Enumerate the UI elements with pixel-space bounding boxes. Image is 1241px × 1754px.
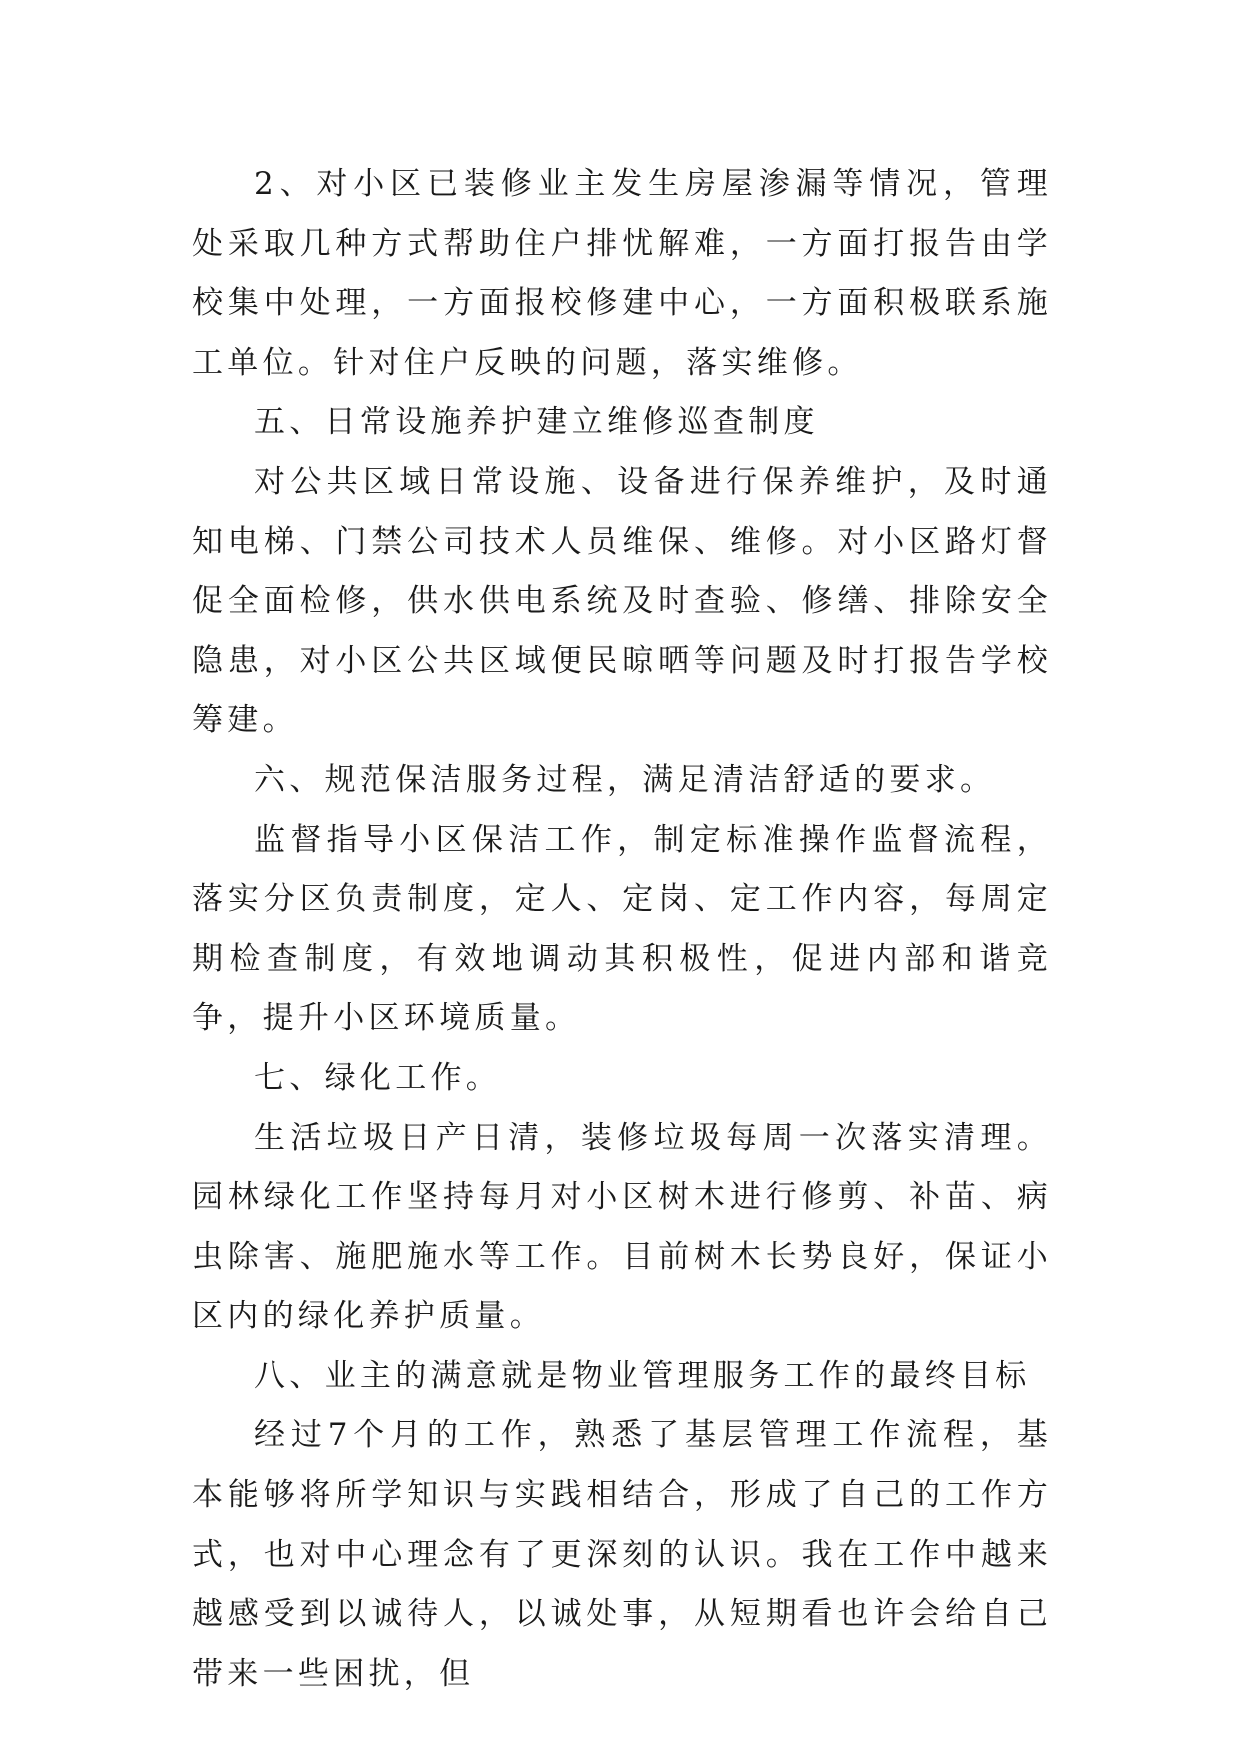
section-heading: 六、规范保洁服务过程，满足清洁舒适的要求。	[254, 761, 996, 798]
document-body	[192, 155, 1052, 1704]
paragraph: 对公共区域日常设施、设备进行保养维护，及时通知电梯、门禁公司技术人员维保、维修。对小区路灯督促全面检修，供水供电系统及时查验、修缮、排除安全隐患，对小区公共区域便民晾晒等问题及时打报告学校筹建。	[192, 463, 1052, 739]
paragraph: 监督指导小区保洁工作，制定标准操作监督流程，落实分区负责制度，定人、定岗、定工作内容，每周定期检查制度，有效地调动其积极性，促进内部和谐竞争，提升小区环境质量。	[192, 821, 1052, 1037]
paragraph: 2、对小区已装修业主发生房屋渗漏等情况，管理处采取几种方式帮助住户排忧解难，一方面打报告由学校集中处理，一方面报校修建中心，一方面积极联系施工单位。针对住户反映的问题，落实维修。	[192, 166, 1052, 381]
section-heading: 五、日常设施养护建立维修巡查制度	[254, 404, 819, 441]
section-heading: 八、业主的满意就是物业管理服务工作的最终目标	[254, 1357, 1031, 1394]
section-heading: 七、绿化工作。	[254, 1059, 502, 1096]
paragraph: 经过7个月的工作，熟悉了基层管理工作流程，基本能够将所学知识与实践相结合，形成了自己的工作方式，也对中心理念有了更深刻的认识。我在工作中越来越感受到以诚待人，以诚处事，从短期看也许会给自己带来一些困扰，但	[192, 1417, 1052, 1692]
paragraph: 生活垃圾日产日清，装修垃圾每周一次落实清理。园林绿化工作坚持每月对小区树木进行修剪、补苗、病虫除害、施肥施水等工作。目前树木长势良好，保证小区内的绿化养护质量。	[192, 1119, 1052, 1335]
